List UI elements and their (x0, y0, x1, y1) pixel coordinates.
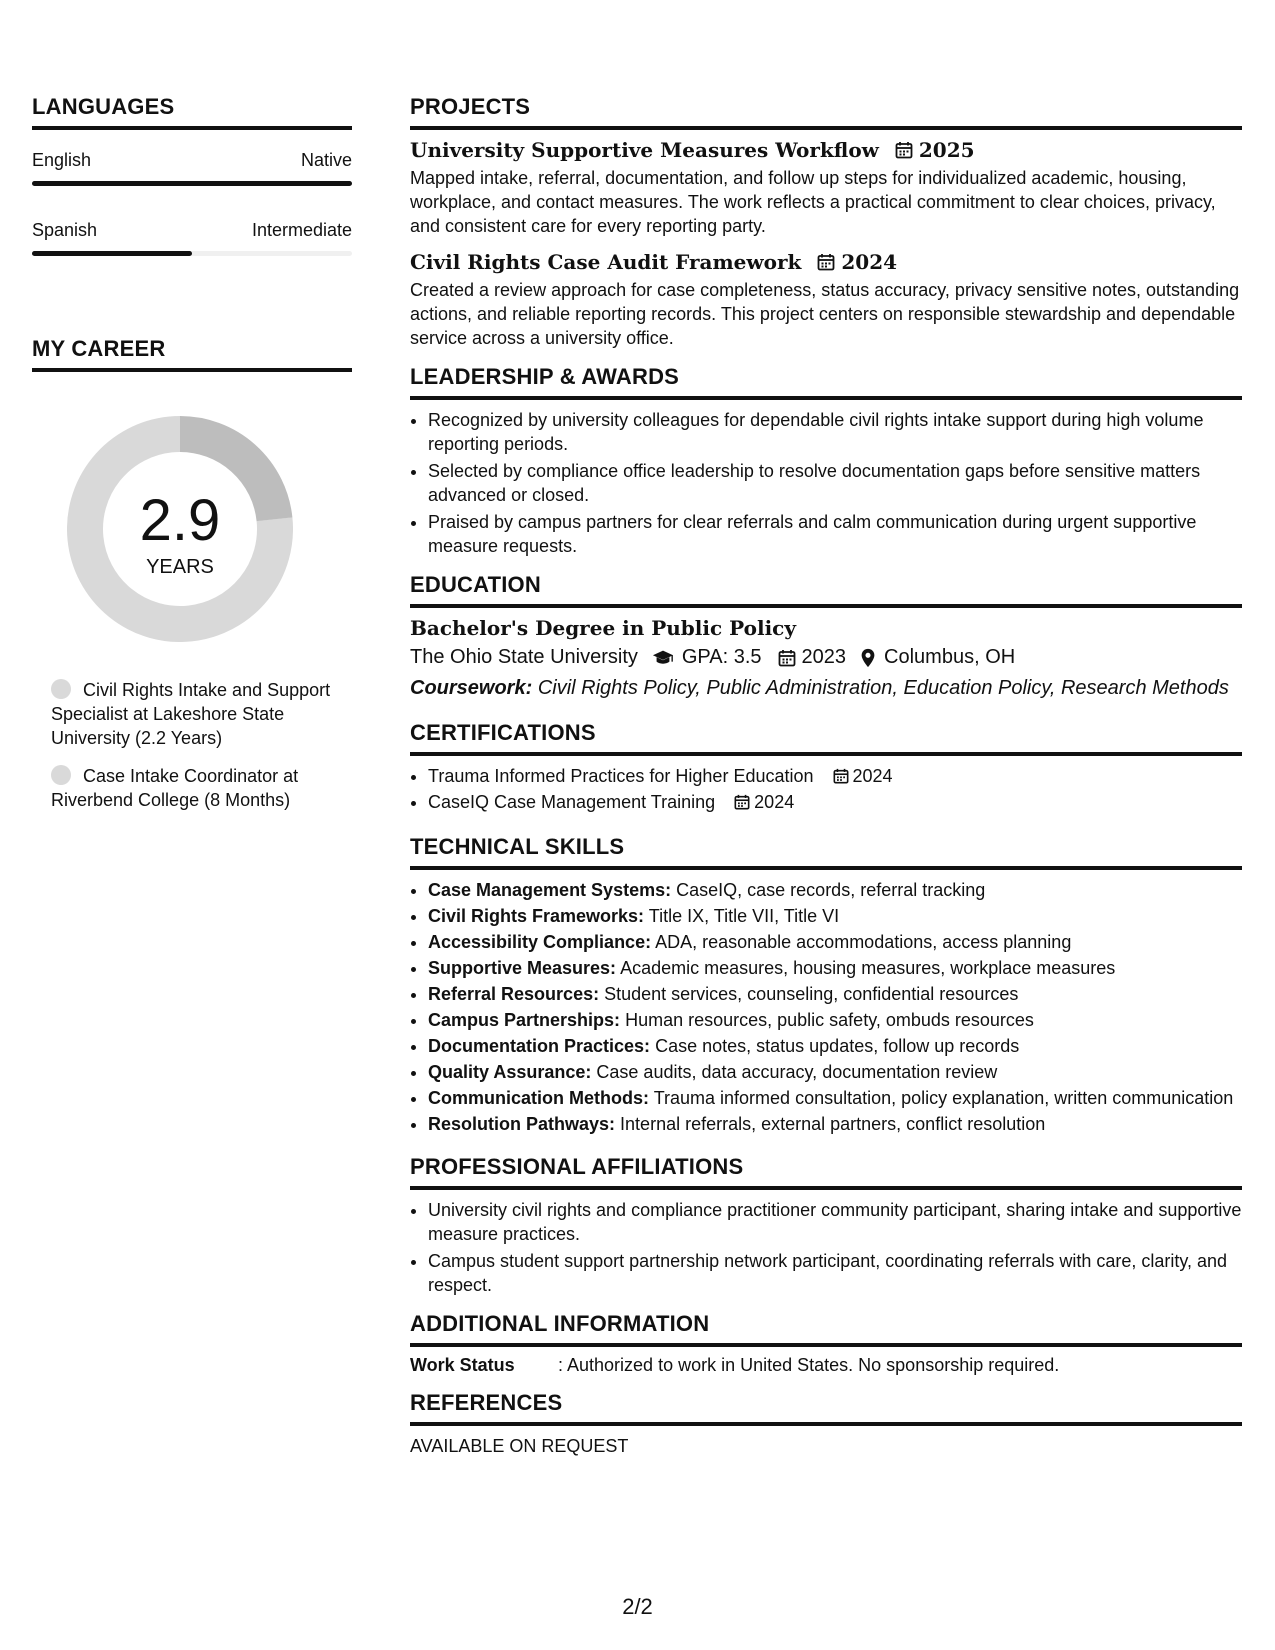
project-year: 2025 (918, 138, 975, 162)
donut-center (67, 416, 293, 642)
list-item: • Recognized by university colleagues for dependable civil rights intake support during high volume reporting periods. (428, 408, 1242, 456)
skill-item (428, 1112, 1242, 1136)
references-title: REFERENCES (410, 1390, 1242, 1426)
language-level: Intermediate (251, 220, 352, 240)
coursework-list: Civil Rights Policy, Public Administration, Education Policy, Research Methods (537, 677, 1229, 699)
skills-title: TECHNICAL SKILLS (410, 834, 1242, 870)
certification-year: 2024 (754, 792, 795, 812)
skill-label: Resolution Pathways: (428, 1114, 616, 1134)
skill-item (428, 1008, 1242, 1032)
work-status-value: : Authorized to work in United States. No sponsorship required. (558, 1355, 1060, 1375)
career-unit: YEARS (146, 556, 214, 578)
skills-list (410, 878, 1242, 1136)
career-legend-label: Civil Rights Intake and Support Specialist at Lakeshore State University (2.2 Years) (51, 680, 331, 748)
skill-value: Case audits, data accuracy, documentation review (596, 1062, 998, 1082)
legend-dot (51, 679, 71, 699)
skill-item (428, 1086, 1242, 1110)
legend-dot (51, 765, 71, 785)
education-school: The Ohio State University (410, 646, 638, 668)
skill-label: Case Management Systems: (428, 880, 672, 900)
career-legend-label: Case Intake Coordinator at Riverbend College (8 Months) (51, 766, 299, 810)
language-name: Spanish (32, 220, 98, 240)
languages-title: LANGUAGES (32, 94, 352, 130)
language-level: Native (300, 150, 352, 170)
languages-section (32, 94, 352, 256)
skill-item (428, 1034, 1242, 1058)
right-column (410, 94, 1242, 1471)
certification-name: Trauma Informed Practices for Higher Education (428, 766, 814, 786)
skill-value: Student services, counseling, confidential resources (604, 984, 1019, 1004)
language-bar-fill (32, 181, 352, 186)
calendar-icon (833, 768, 849, 784)
project-item (410, 138, 1242, 238)
certification-year: 2024 (852, 766, 893, 786)
skill-value: Internal referrals, external partners, conflict resolution (620, 1114, 1046, 1134)
affiliations-list (410, 1198, 1242, 1297)
coursework-label: Coursework: (410, 677, 533, 699)
education-year: 2023 (801, 646, 847, 668)
graduation-cap-icon (652, 648, 674, 668)
certification-name: CaseIQ Case Management Training (428, 792, 716, 812)
certifications-title: CERTIFICATIONS (410, 720, 1242, 756)
skill-item (428, 930, 1242, 954)
career-section (32, 336, 352, 812)
language-english (32, 150, 352, 186)
skill-item (428, 1060, 1242, 1084)
language-name: English (32, 150, 92, 170)
skill-value: ADA, reasonable accommodations, access planning (655, 932, 1072, 952)
skill-value: CaseIQ, case records, referral tracking (676, 880, 986, 900)
skill-value: Human resources, public safety, ombuds resources (625, 1010, 1034, 1030)
project-item (410, 250, 1242, 350)
career-legend (51, 678, 352, 812)
leadership-title: LEADERSHIP & AWARDS (410, 364, 1242, 400)
project-name: University Supportive Measures Workflow (410, 138, 879, 162)
career-donut-chart (67, 416, 293, 642)
skill-item (428, 878, 1242, 902)
leadership-section (410, 364, 1242, 558)
work-status-row (410, 1355, 1242, 1376)
certifications-list (410, 764, 1242, 814)
calendar-icon (895, 141, 913, 159)
skills-section (410, 834, 1242, 1136)
projects-section (410, 94, 1242, 350)
skill-label: Civil Rights Frameworks: (428, 906, 645, 926)
map-pin-icon (860, 648, 876, 668)
calendar-icon (778, 649, 796, 667)
project-description: Mapped intake, referral, documentation, and follow up steps for individualized academic, housing, workplace, and contact measures. The work reflects a practical commitment to clear choices, privacy, and consistent care for every reporting party. (410, 168, 1216, 236)
additional-info-title: ADDITIONAL INFORMATION (410, 1311, 1242, 1347)
career-title: MY CAREER (32, 336, 352, 372)
list-item: • Campus student support partnership network participant, coordinating referrals with care, clarity, and respect. (428, 1249, 1242, 1297)
education-gpa: GPA: 3.5 (681, 646, 762, 668)
skill-value: Academic measures, housing measures, workplace measures (620, 958, 1116, 978)
list-item: • Praised by campus partners for clear referrals and calm communication during urgent supportive measure requests. (428, 510, 1242, 558)
skill-value: Case notes, status updates, follow up records (655, 1036, 1020, 1056)
references-section (410, 1390, 1242, 1457)
skill-value: Trauma informed consultation, policy explanation, written communication (653, 1088, 1234, 1108)
education-degree: Bachelor's Degree in Public Policy (410, 616, 796, 640)
language-bar (32, 181, 352, 186)
skill-label: Quality Assurance: (428, 1062, 592, 1082)
education-coursework (410, 677, 1242, 700)
education-title: EDUCATION (410, 572, 1242, 608)
calendar-icon (734, 794, 750, 810)
left-column (32, 94, 352, 826)
list-item: • Selected by compliance office leadership to resolve documentation gaps before sensitive matters advanced or closed. (428, 459, 1242, 507)
skill-item (428, 982, 1242, 1006)
certification-item (428, 790, 1242, 814)
career-legend-item (51, 764, 352, 812)
career-total-years: 2.9 (139, 488, 221, 553)
additional-info-section (410, 1311, 1242, 1376)
project-year: 2024 (841, 250, 898, 274)
list-item: • University civil rights and compliance practitioner community participant, sharing intake and supportive measure practices. (428, 1198, 1242, 1246)
language-bar (32, 251, 352, 256)
education-details (410, 646, 1242, 669)
leadership-list (410, 408, 1242, 558)
work-status-label: Work Status (410, 1355, 515, 1375)
language-spanish (32, 220, 352, 256)
skill-label: Referral Resources: (428, 984, 600, 1004)
project-name: Civil Rights Case Audit Framework (410, 250, 802, 274)
education-section (410, 572, 1242, 700)
skill-label: Communication Methods: (428, 1088, 649, 1108)
references-text: AVAILABLE ON REQUEST (410, 1436, 629, 1456)
certifications-section (410, 720, 1242, 814)
career-legend-item (51, 678, 352, 750)
language-bar-fill (32, 251, 192, 256)
projects-title: PROJECTS (410, 94, 1242, 130)
skill-label: Campus Partnerships: (428, 1010, 621, 1030)
calendar-icon (817, 253, 835, 271)
skill-item (428, 956, 1242, 980)
project-heading (410, 250, 1242, 274)
affiliations-title: PROFESSIONAL AFFILIATIONS (410, 1154, 1242, 1190)
project-heading (410, 138, 1242, 162)
skill-label: Accessibility Compliance: (428, 932, 652, 952)
education-location: Columbus, OH (884, 646, 1016, 668)
skill-label: Supportive Measures: (428, 958, 617, 978)
skill-item (428, 904, 1242, 928)
project-description: Created a review approach for case completeness, status accuracy, privacy sensitive notes, outstanding actions, and reliable reporting records. This project centers on responsible stewardship and dependable service across a university office. (410, 280, 1240, 348)
skill-label: Documentation Practices: (428, 1036, 651, 1056)
certification-item (428, 764, 1242, 788)
skill-value: Title IX, Title VII, Title VI (648, 906, 840, 926)
affiliations-section (410, 1154, 1242, 1297)
page-number: 2/2 (622, 1594, 653, 1619)
